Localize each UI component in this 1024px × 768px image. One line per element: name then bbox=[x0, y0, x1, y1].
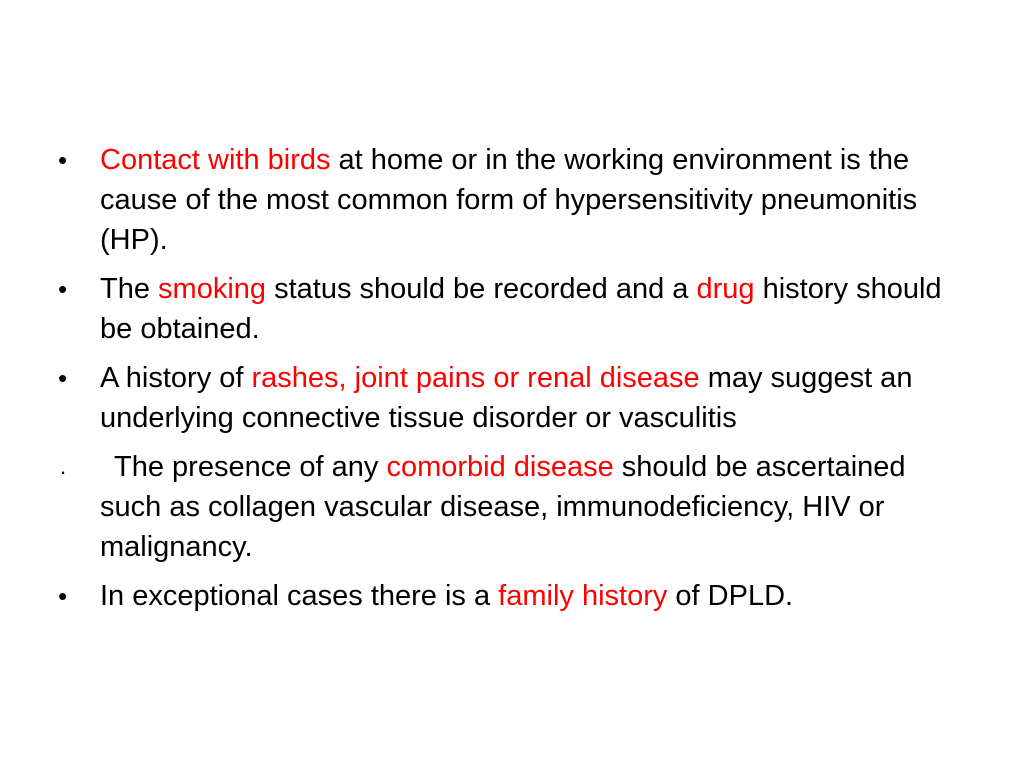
highlight-rashes-joint-pains-renal-disease: rashes, joint pains or renal disease bbox=[251, 362, 700, 394]
bullet-text: history should be obtained. bbox=[100, 273, 942, 345]
bullet-item-comorbid bbox=[56, 447, 956, 567]
highlight-family-history: family history bbox=[498, 580, 668, 612]
bullet-item-birds bbox=[56, 140, 956, 260]
highlight-contact-with-birds: Contact with birds bbox=[100, 144, 331, 176]
bullet-text: may suggest an underlying connective tissue disorder or vasculitis bbox=[100, 362, 913, 434]
bullet-marker: • bbox=[58, 581, 68, 611]
bullet-text: The presence of any bbox=[114, 451, 387, 483]
bullet-text: A history of bbox=[100, 362, 252, 394]
bullet-item-smoking bbox=[56, 269, 956, 349]
bullet-marker: • bbox=[58, 145, 68, 175]
bullet-text: In exceptional cases there is a bbox=[100, 580, 499, 612]
bullet-text: should be ascertained such as collagen vascular disease, immunodeficiency, HIV or malignancy. bbox=[100, 451, 906, 563]
dot-marker: . bbox=[60, 454, 67, 479]
bullet-marker: • bbox=[58, 363, 68, 393]
bullet-item-family-history bbox=[56, 576, 956, 616]
bullet-text: of DPLD. bbox=[667, 580, 794, 612]
bullet-marker: • bbox=[58, 274, 68, 304]
highlight-smoking: smoking bbox=[158, 273, 267, 305]
bullet-text: The bbox=[100, 273, 159, 305]
bullet-list bbox=[56, 140, 956, 625]
highlight-drug: drug bbox=[696, 273, 755, 305]
bullet-text: at home or in the working environment is the cause of the most common form of hypersensitivity pneumonitis (HP). bbox=[100, 144, 918, 256]
highlight-comorbid-disease: comorbid disease bbox=[386, 451, 614, 483]
bullet-item-rashes bbox=[56, 358, 956, 438]
bullet-text: status should be recorded and a bbox=[266, 273, 697, 305]
